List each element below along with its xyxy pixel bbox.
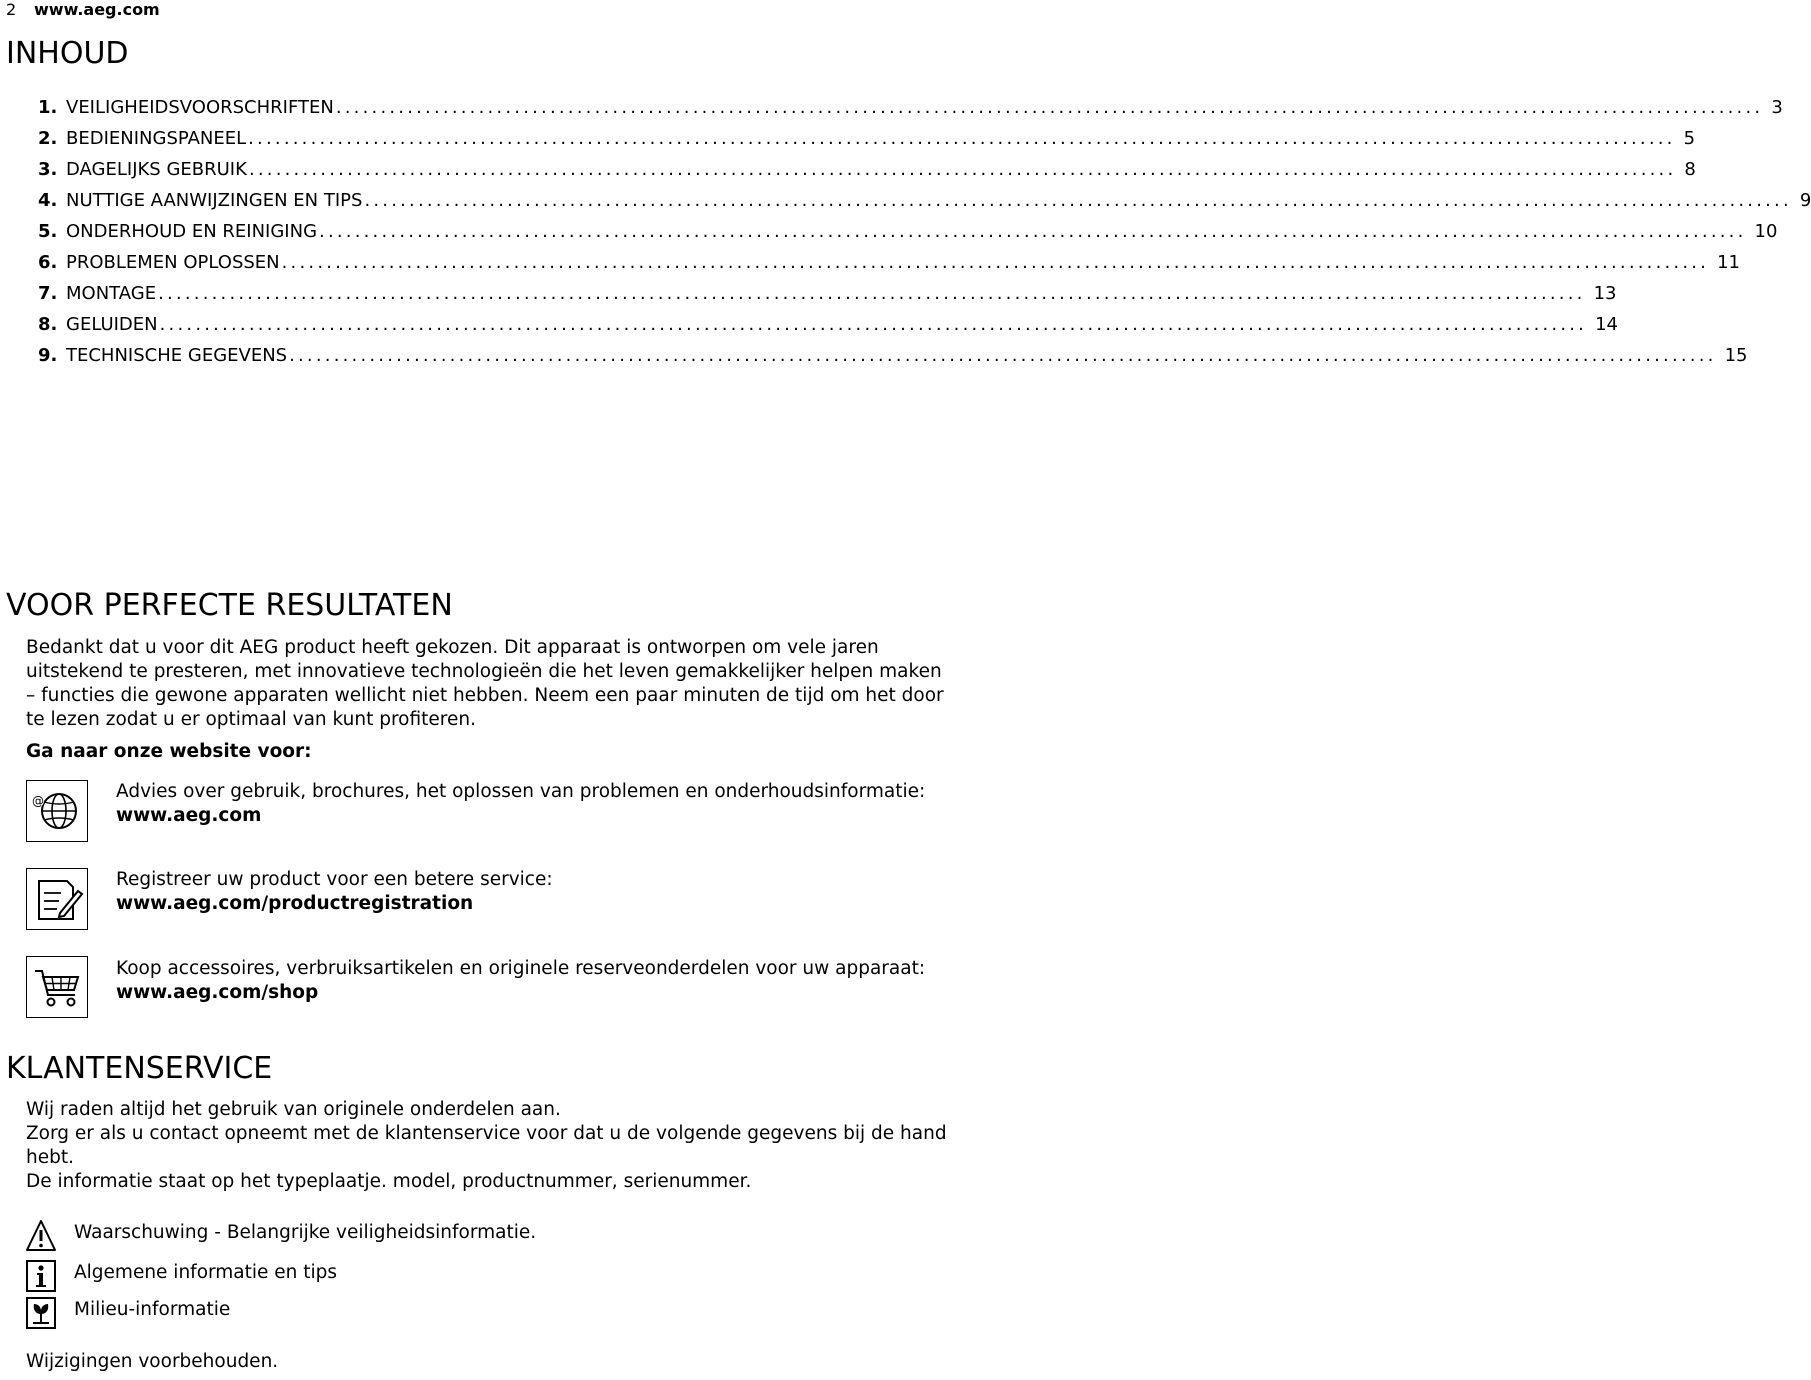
toc-heading: INHOUD <box>6 36 129 71</box>
toc-page: 13 <box>1593 283 1617 304</box>
toc-title: PROBLEMEN OPLOSSEN <box>66 252 280 273</box>
page-header <box>6 0 160 20</box>
legend-text: Waarschuwing - Belangrijke veiligheidsinformatie. <box>74 1222 537 1243</box>
footer-note: Wijzigingen voorbehouden. <box>26 1351 279 1372</box>
toc-title: DAGELIJKS GEBRUIK <box>66 159 247 180</box>
toc-title: MONTAGE <box>66 283 157 304</box>
toc-item[interactable] <box>38 342 1748 373</box>
legend-text: Algemene informatie en tips <box>74 1262 338 1283</box>
toc-number: 5. <box>38 221 58 242</box>
toc-leader: ................................................................................................................................................................ <box>158 283 1586 304</box>
globe-icon <box>26 780 88 842</box>
toc-number: 7. <box>38 283 58 304</box>
toc-leader: ................................................................................................................................................................ <box>248 128 1676 149</box>
website-heading: Ga naar onze website voor: <box>26 741 312 762</box>
toc-item[interactable] <box>38 249 1741 280</box>
website-item-text: Registreer uw product voor een betere service: <box>116 869 553 890</box>
website-link[interactable]: www.aeg.com/shop <box>116 982 319 1003</box>
toc-leader: ................................................................................................................................................................ <box>335 97 1764 118</box>
toc-page: 3 <box>1771 97 1783 118</box>
toc-page: 10 <box>1754 221 1778 242</box>
toc-number: 4. <box>38 190 58 211</box>
header-site[interactable]: www.aeg.com <box>34 0 160 19</box>
warning-icon <box>26 1219 56 1253</box>
toc-page: 11 <box>1717 252 1741 273</box>
service-line: Wij raden altijd het gebruik van originele onderdelen aan. <box>26 1099 561 1120</box>
toc-item[interactable] <box>38 125 1696 156</box>
toc-item[interactable] <box>38 187 1811 218</box>
website-item-text: Advies over gebruik, brochures, het oplossen van problemen en onderhoudsinformatie: <box>116 781 926 802</box>
service-text <box>26 1098 956 1194</box>
toc-title: BEDIENINGSPANEEL <box>66 128 247 149</box>
toc-title: VEILIGHEIDSVOORSCHRIFTEN <box>66 97 334 118</box>
cart-icon <box>26 956 88 1018</box>
toc-leader: ................................................................................................................................................................ <box>289 345 1717 366</box>
toc-leader: ................................................................................................................................................................ <box>319 221 1747 242</box>
toc-number: 9. <box>38 345 58 366</box>
results-heading: VOOR PERFECTE RESULTATEN <box>6 588 453 623</box>
toc-number: 1. <box>38 97 58 118</box>
environment-icon <box>26 1296 56 1330</box>
toc-title: GELUIDEN <box>66 314 158 335</box>
website-link[interactable]: www.aeg.com <box>116 805 262 826</box>
table-of-contents <box>38 94 1811 373</box>
intro-paragraph: Bedankt dat u voor dit AEG product heeft gekozen. Dit apparaat is ontworpen om vele jaren uitstekend te presteren, met innovatieve technologieën die het leven gemakkelijker helpen maken – functies die gewone apparaten wellicht niet hebben. Neem een paar minuten de tijd om het door te lezen zodat u er optimaal van kunt profiteren. <box>26 637 944 730</box>
service-line: Zorg er als u contact opneemt met de klantenservice voor dat u de volgende gegevens bij de hand hebt. <box>26 1123 947 1168</box>
toc-leader: ................................................................................................................................................................ <box>364 190 1792 211</box>
page-number: 2 <box>6 0 17 19</box>
toc-number: 6. <box>38 252 58 273</box>
toc-number: 2. <box>38 128 58 149</box>
toc-item[interactable] <box>38 311 1619 342</box>
info-icon <box>26 1259 56 1293</box>
toc-page: 15 <box>1724 345 1748 366</box>
toc-title: NUTTIGE AANWIJZINGEN EN TIPS <box>66 190 363 211</box>
svg-text:@: @ <box>32 794 44 808</box>
register-icon <box>26 868 88 930</box>
service-line: De informatie staat op het typeplaatje. model, productnummer, serienummer. <box>26 1171 752 1192</box>
service-heading: KLANTENSERVICE <box>6 1051 273 1086</box>
toc-item[interactable] <box>38 94 1783 125</box>
website-item-text: Koop accessoires, verbruiksartikelen en originele reserveonderdelen voor uw apparaat: <box>116 958 926 979</box>
toc-item[interactable] <box>38 218 1778 249</box>
toc-page: 9 <box>1799 190 1811 211</box>
toc-leader: ................................................................................................................................................................ <box>281 252 1710 273</box>
website-link[interactable]: www.aeg.com/productregistration <box>116 893 474 914</box>
toc-leader: ................................................................................................................................................................ <box>248 159 1677 180</box>
toc-leader: ................................................................................................................................................................ <box>159 314 1588 335</box>
toc-item[interactable] <box>38 156 1696 187</box>
toc-page: 8 <box>1684 159 1696 180</box>
toc-number: 8. <box>38 314 58 335</box>
legend-text: Milieu-informatie <box>74 1299 231 1320</box>
toc-title: TECHNISCHE GEGEVENS <box>66 345 288 366</box>
toc-page: 14 <box>1595 314 1619 335</box>
toc-item[interactable] <box>38 280 1617 311</box>
toc-page: 5 <box>1683 128 1696 149</box>
toc-title: ONDERHOUD EN REINIGING <box>66 221 318 242</box>
toc-number: 3. <box>38 159 58 180</box>
